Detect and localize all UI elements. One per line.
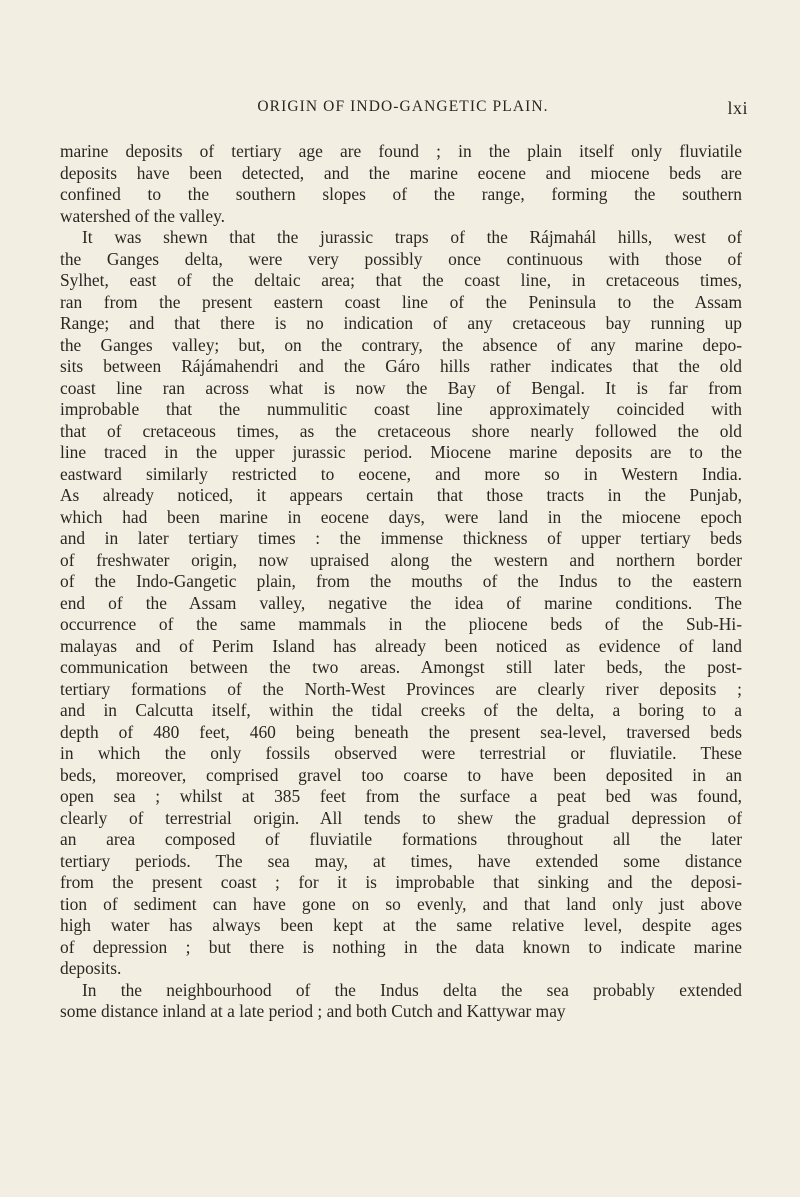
text-line: of depression ; but there is nothing in the data known to indicate marine — [60, 936, 742, 957]
text-line: confined to the southern slopes of the range, forming the southern — [60, 184, 742, 204]
text-line: that of cretaceous times, as the cretaceous shore nearly followed the old — [60, 420, 742, 441]
text-line: of the Indo-Gangetic plain, from the mouths of the Indus to the eastern — [60, 571, 742, 591]
text-line: It was shewn that the jurassic traps of the Rájmahál hills, west of — [82, 227, 742, 247]
text-line: tion of sediment can have gone on so evenly, and that land only just above — [60, 893, 742, 914]
text-line: communication between the two areas. Amongst still later beds, the post- — [60, 657, 742, 677]
paragraph — [60, 980, 742, 1023]
text-line: deposits have been detected, and the marine eocene and miocene beds are — [60, 162, 742, 183]
text-line: Sylhet, east of the deltaic area; that the coast line, in cretaceous times, — [60, 270, 742, 290]
text-line: deposits. — [60, 958, 122, 978]
body-text — [60, 141, 742, 1023]
paragraph — [60, 227, 742, 980]
text-line: the Ganges delta, were very possibly once continuous with those of — [60, 248, 742, 269]
text-line: line traced in the upper jurassic period. Miocene marine deposits are to the — [60, 442, 742, 462]
text-line: which had been marine in eocene days, were land in the miocene epoch — [60, 506, 742, 527]
text-line: eastward similarly restricted to eocene, and more so in Western India. — [60, 463, 742, 484]
text-line: occurrence of the same mammals in the pliocene beds of the Sub-Hi- — [60, 614, 742, 634]
text-line: open sea ; whilst at 385 feet from the surface a peat bed was found, — [60, 786, 742, 806]
text-line: malayas and of Perim Island has already been noticed as evidence of land — [60, 635, 742, 656]
text-line: and in later tertiary times : the immense thickness of upper tertiary beds — [60, 528, 742, 548]
text-line: marine deposits of tertiary age are found ; in the plain itself only fluviatile — [60, 141, 742, 161]
text-line: improbable that the nummulitic coast line approximately coincided with — [60, 399, 742, 419]
text-line: some distance inland at a late period ; and both Cutch and Kattywar may — [60, 1001, 566, 1021]
running-head — [58, 98, 748, 122]
text-line: beds, moreover, comprised gravel too coarse to have been deposited in an — [60, 764, 742, 785]
paragraph — [60, 141, 742, 227]
text-line: Range; and that there is no indication of any cretaceous bay running up — [60, 313, 742, 333]
text-line: from the present coast ; for it is improbable that sinking and the deposi- — [60, 872, 742, 892]
text-line: an area composed of fluviatile formations throughout all the later — [60, 829, 742, 849]
text-line: coast line ran across what is now the Bay of Bengal. It is far from — [60, 377, 742, 398]
text-line: clearly of terrestrial origin. All tends to shew the gradual depression of — [60, 807, 742, 828]
text-line: watershed of the valley. — [60, 205, 225, 226]
text-line: tertiary formations of the North-West Provinces are clearly river deposits ; — [60, 678, 742, 699]
text-line: in which the only fossils observed were terrestrial or fluviatile. These — [60, 743, 742, 763]
page-number: lxi — [727, 98, 748, 118]
text-line: sits between Rájámahendri and the Gáro hills rather indicates that the old — [60, 356, 742, 376]
text-line: ran from the present eastern coast line of the Peninsula to the Assam — [60, 291, 742, 312]
text-line: of freshwater origin, now upraised along the western and northern border — [60, 549, 742, 570]
text-line: depth of 480 feet, 460 being beneath the present sea-level, traversed beds — [60, 721, 742, 742]
text-line: tertiary periods. The sea may, at times, have extended some distance — [60, 850, 742, 871]
text-line: As already noticed, it appears certain that those tracts in the Punjab, — [60, 485, 742, 505]
text-line: the Ganges valley; but, on the contrary, the absence of any marine depo- — [60, 334, 742, 355]
running-title: ORIGIN OF INDO-GANGETIC PLAIN. — [257, 98, 549, 115]
text-line: end of the Assam valley, negative the idea of marine conditions. The — [60, 592, 742, 613]
text-line: high water has always been kept at the same relative level, despite ages — [60, 915, 742, 935]
text-line: In the neighbourhood of the Indus delta the sea probably extended — [82, 979, 742, 1000]
text-line: and in Calcutta itself, within the tidal creeks of the delta, a boring to a — [60, 700, 742, 720]
